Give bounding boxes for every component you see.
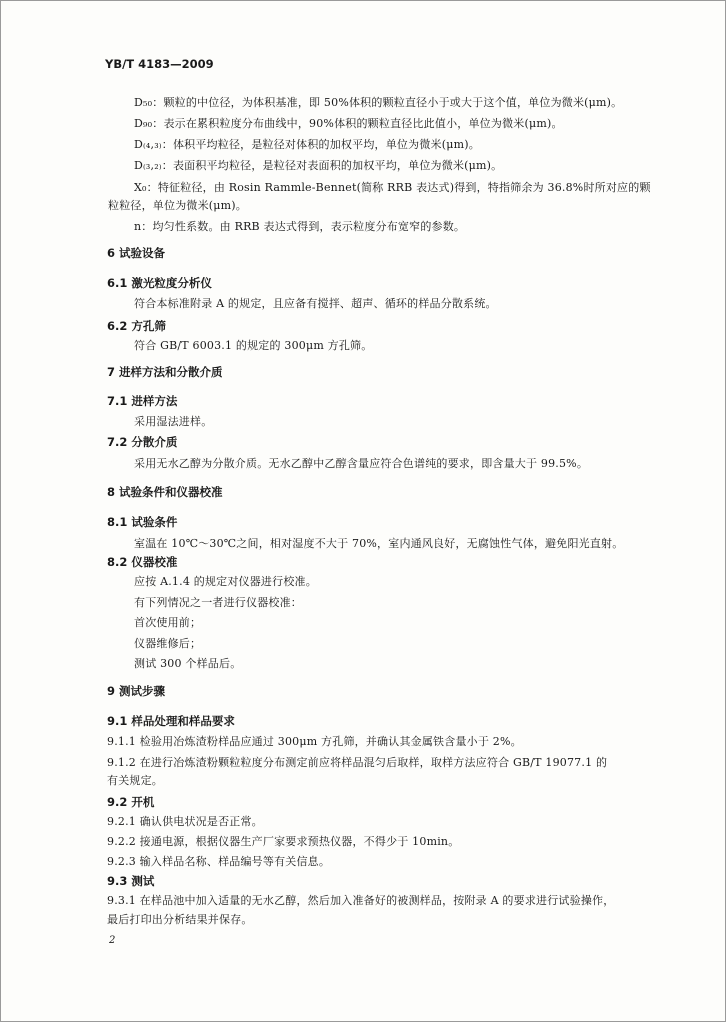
standard-id-header: YB/T 4183—2009: [105, 57, 214, 71]
section-7-2-text: 采用无水乙醇为分散介质。无水乙醇中乙醇含量应符合色谱纯的要求，即含量大于 99.5%。: [134, 457, 589, 470]
section-9-1-2-line2: 有关规定。: [107, 774, 163, 787]
section-9-1-1-text: 9.1.1 检验用冶炼渣粉样品应通过 300μm 方孔筛，并确认其金属铁含量小于 2%。: [107, 735, 522, 748]
section-7-1-text: 采用湿法进样。: [134, 415, 213, 428]
section-6-2-heading: 6.2 方孔筛: [107, 319, 166, 333]
section-6-heading: 6 试验设备: [107, 246, 166, 260]
section-8-2-line4: 仪器维修后；: [134, 637, 202, 650]
section-8-heading: 8 试验条件和仪器校准: [107, 485, 223, 499]
section-9-3-1-line2: 最后打印出分析结果并保存。: [107, 913, 253, 926]
section-7-1-heading: 7.1 进样方法: [107, 394, 178, 408]
definition-d50: D₅₀：颗粒的中位径，为体积基准，即 50%体积的颗粒直径小于或大于这个值，单位为微米(μm)。: [134, 96, 623, 109]
section-9-2-heading: 9.2 开机: [107, 795, 155, 809]
definition-d43: D₍₄,₃₎：体积平均粒径，是粒径对体积的加权平均，单位为微米(μm)。: [134, 138, 480, 151]
section-8-2-heading: 8.2 仪器校准: [107, 555, 178, 569]
definition-x0-line2: 粒粒径，单位为微米(μm)。: [108, 199, 247, 212]
section-8-1-text: 室温在 10℃～30℃之间，相对湿度不大于 70%，室内通风良好，无腐蚀性气体，避免阳光直射。: [134, 537, 624, 550]
section-8-2-line5: 测试 300 个样品后。: [134, 657, 242, 670]
section-7-heading: 7 进样方法和分散介质: [107, 365, 223, 379]
section-7-2-heading: 7.2 分散介质: [107, 435, 178, 449]
section-6-2-text: 符合 GB/T 6003.1 的规定的 300μm 方孔筛。: [134, 339, 373, 352]
section-9-3-heading: 9.3 测试: [107, 874, 155, 888]
section-8-1-heading: 8.1 试验条件: [107, 515, 178, 529]
section-9-2-3-text: 9.2.3 输入样品名称、样品编号等有关信息。: [107, 855, 331, 868]
definition-x0-line1: X₀：特征粒径，由 Rosin Rammle-Bennet(简称 RRB 表达式)得到，特指筛余为 36.8%时所对应的颗: [134, 181, 651, 194]
section-9-3-1-line1: 9.3.1 在样品池中加入适量的无水乙醇，然后加入准备好的被测样品，按附录 A 的要求进行试验操作，: [107, 894, 615, 907]
section-6-1-text: 符合本标准附录 A 的规定，且应备有搅拌、超声、循环的样品分散系统。: [134, 297, 497, 310]
definition-d90: D₉₀：表示在累积粒度分布曲线中，90%体积的颗粒直径比此值小，单位为微米(μm)。: [134, 117, 563, 130]
section-8-2-line3: 首次使用前；: [134, 616, 202, 629]
page-number: 2: [109, 935, 116, 946]
section-8-2-line2: 有下列情况之一者进行仪器校准：: [134, 596, 302, 609]
section-9-1-2-line1: 9.1.2 在进行冶炼渣粉颗粒粒度分布测定前应将样品混匀后取样，取样方法应符合 GB/T 19077.1 的: [107, 756, 608, 769]
definition-n: n：均匀性系数。由 RRB 表达式得到，表示粒度分布宽窄的参数。: [134, 220, 466, 233]
section-9-2-1-text: 9.2.1 确认供电状况是否正常。: [107, 815, 263, 828]
section-9-2-2-text: 9.2.2 接通电源，根据仪器生产厂家要求预热仪器，不得少于 10min。: [107, 835, 460, 848]
section-6-1-heading: 6.1 激光粒度分析仪: [107, 276, 212, 290]
definition-d32: D₍₃,₂₎：表面积平均粒径，是粒径对表面积的加权平均，单位为微米(μm)。: [134, 159, 503, 172]
section-9-heading: 9 测试步骤: [107, 684, 166, 698]
section-9-1-heading: 9.1 样品处理和样品要求: [107, 714, 235, 728]
section-8-2-line1: 应按 A.1.4 的规定对仪器进行校准。: [134, 575, 317, 588]
